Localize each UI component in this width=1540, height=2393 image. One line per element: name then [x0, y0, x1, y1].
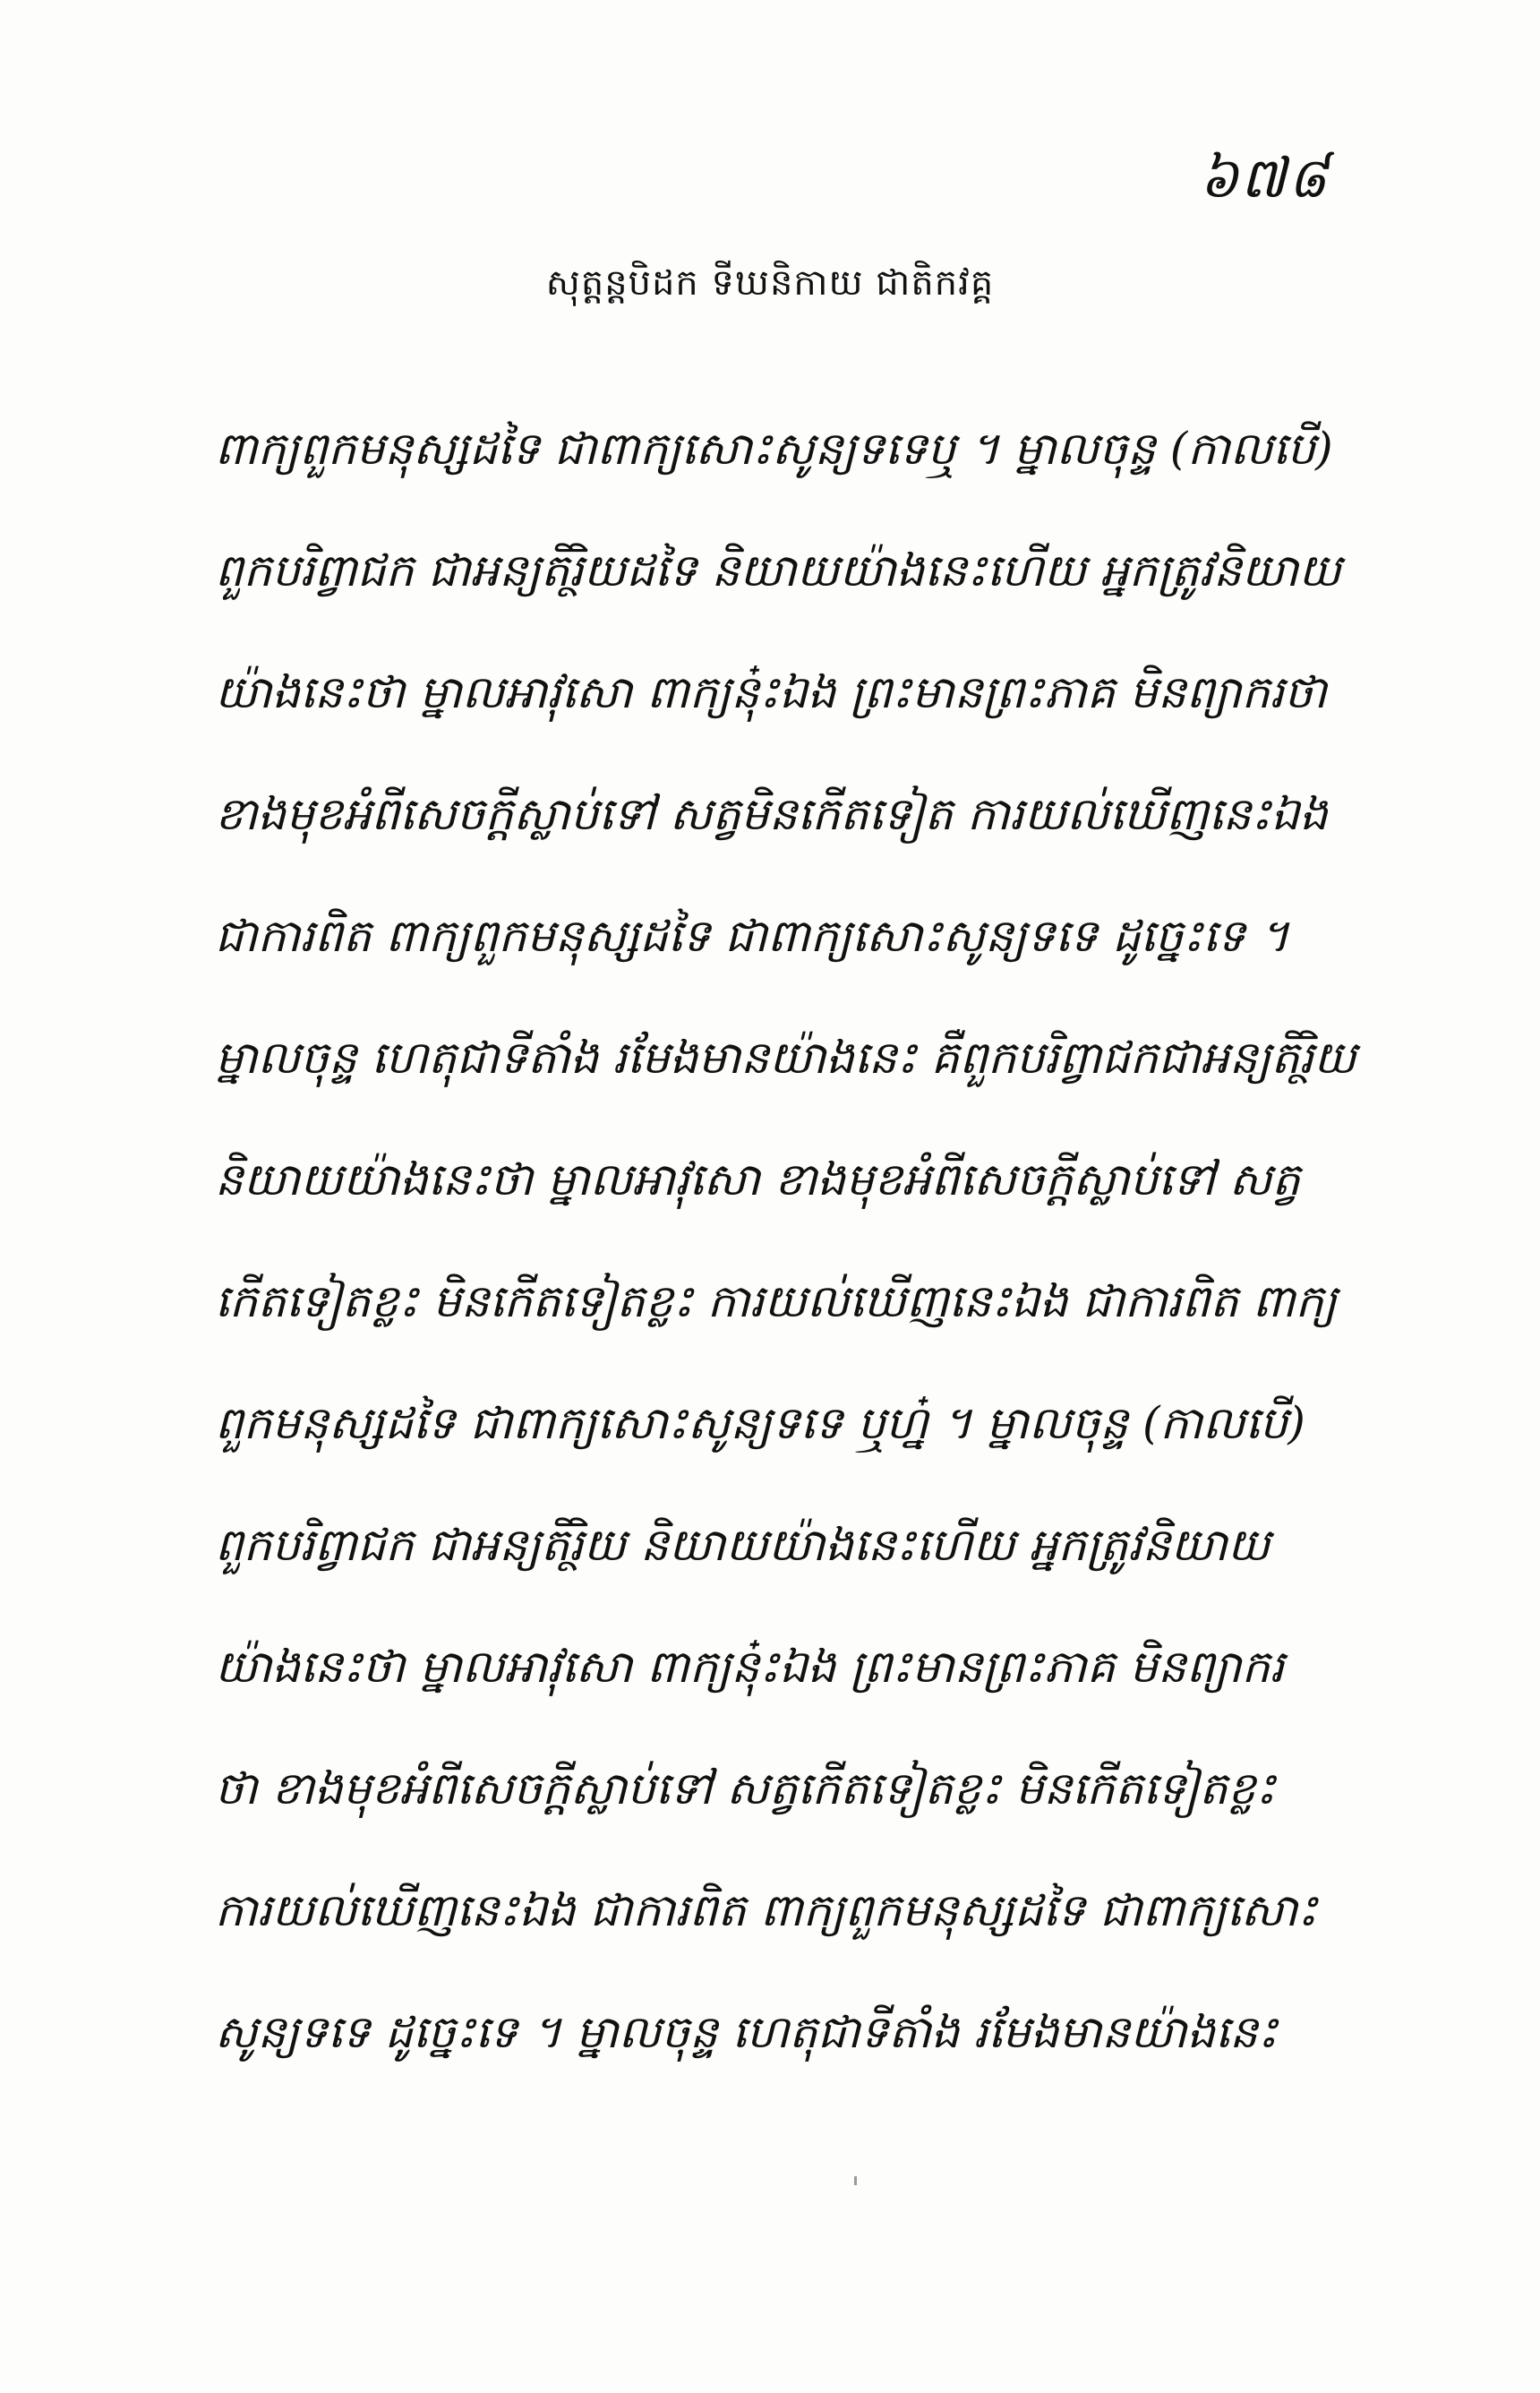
- body-text: [215, 392, 1370, 2097]
- text-line: ការយល់ឃើញនេះឯង ជាការពិត ពាក្យពួកមនុស្សដទៃ ជាពាក្យសោះ: [215, 1883, 1318, 1936]
- text-line: ខាងមុខអំពីសេចក្តីស្លាប់ទៅ សត្វមិនកើតទៀត ការយល់ឃើញនេះឯង: [215, 787, 1328, 840]
- running-head: សុត្តន្តបិដក ទីឃនិកាយ ជាតិកវគ្គ: [545, 262, 995, 304]
- text-line: និយាយយ៉ាងនេះថា ម្នាលអាវុសោ ខាងមុខអំពីសេចក្តីស្លាប់ទៅ សត្វ: [215, 1153, 1301, 1205]
- text-line: សូន្យទទេ ដូច្នេះទេ ។ ម្នាលចុន្ទ ហេតុជាទីតាំង រមែងមានយ៉ាងនេះ: [215, 2005, 1278, 2058]
- text-line: ថា ខាងមុខអំពីសេចក្តីស្លាប់ទៅ សត្វកើតទៀតខ្លះ មិនកើតទៀតខ្លះ: [215, 1762, 1276, 1814]
- text-line: ពួកមនុស្សដទៃ ជាពាក្យសោះសូន្យទទេ ឬហ្ន៎ ។ ម្នាលចុន្ទ (កាលបើ): [215, 1396, 1305, 1449]
- text-line: យ៉ាងនេះថា ម្នាលអាវុសោ ពាក្យនុ៎ះឯង ព្រះមានព្រះភាគ មិនព្យាករថា: [215, 665, 1327, 718]
- page-number: ៦៧៨: [1199, 145, 1329, 210]
- text-line: ជាការពិត ពាក្យពួកមនុស្សដទៃ ជាពាក្យសោះសូន្យទទេ ដូច្នេះទេ ។: [215, 909, 1289, 962]
- text-line: ពួកបរិព្វាជក ជាអន្យតិរ្ថិយដទៃ និយាយយ៉ាងនេះហើយ អ្នកត្រូវនិយាយ: [215, 544, 1341, 596]
- paper-speck: [854, 2176, 857, 2185]
- text-line: ពួកបរិព្វាជក ជាអន្យតិរ្ថិយ និយាយយ៉ាងនេះហើយ អ្នកត្រូវនិយាយ: [215, 1518, 1270, 1571]
- text-line: កើតទៀតខ្លះ មិនកើតទៀតខ្លះ ការយល់ឃើញនេះឯង ជាការពិត ពាក្យ: [215, 1274, 1338, 1327]
- text-line: យ៉ាងនេះថា ម្នាលអាវុសោ ពាក្យនុ៎ះឯង ព្រះមានព្រះភាគ មិនព្យាករ: [215, 1640, 1285, 1693]
- text-line: ពាក្យពួកមនុស្សដទៃ ជាពាក្យសោះសូន្យទទេឬ ។ ម្នាលចុន្ទ (កាលបើ): [215, 422, 1333, 475]
- text-line: ម្នាលចុន្ទ ហេតុជាទីតាំង រមែងមានយ៉ាងនេះ គឺពួកបរិព្វាជកជាអន្យតិរ្ថិយ: [215, 1031, 1356, 1084]
